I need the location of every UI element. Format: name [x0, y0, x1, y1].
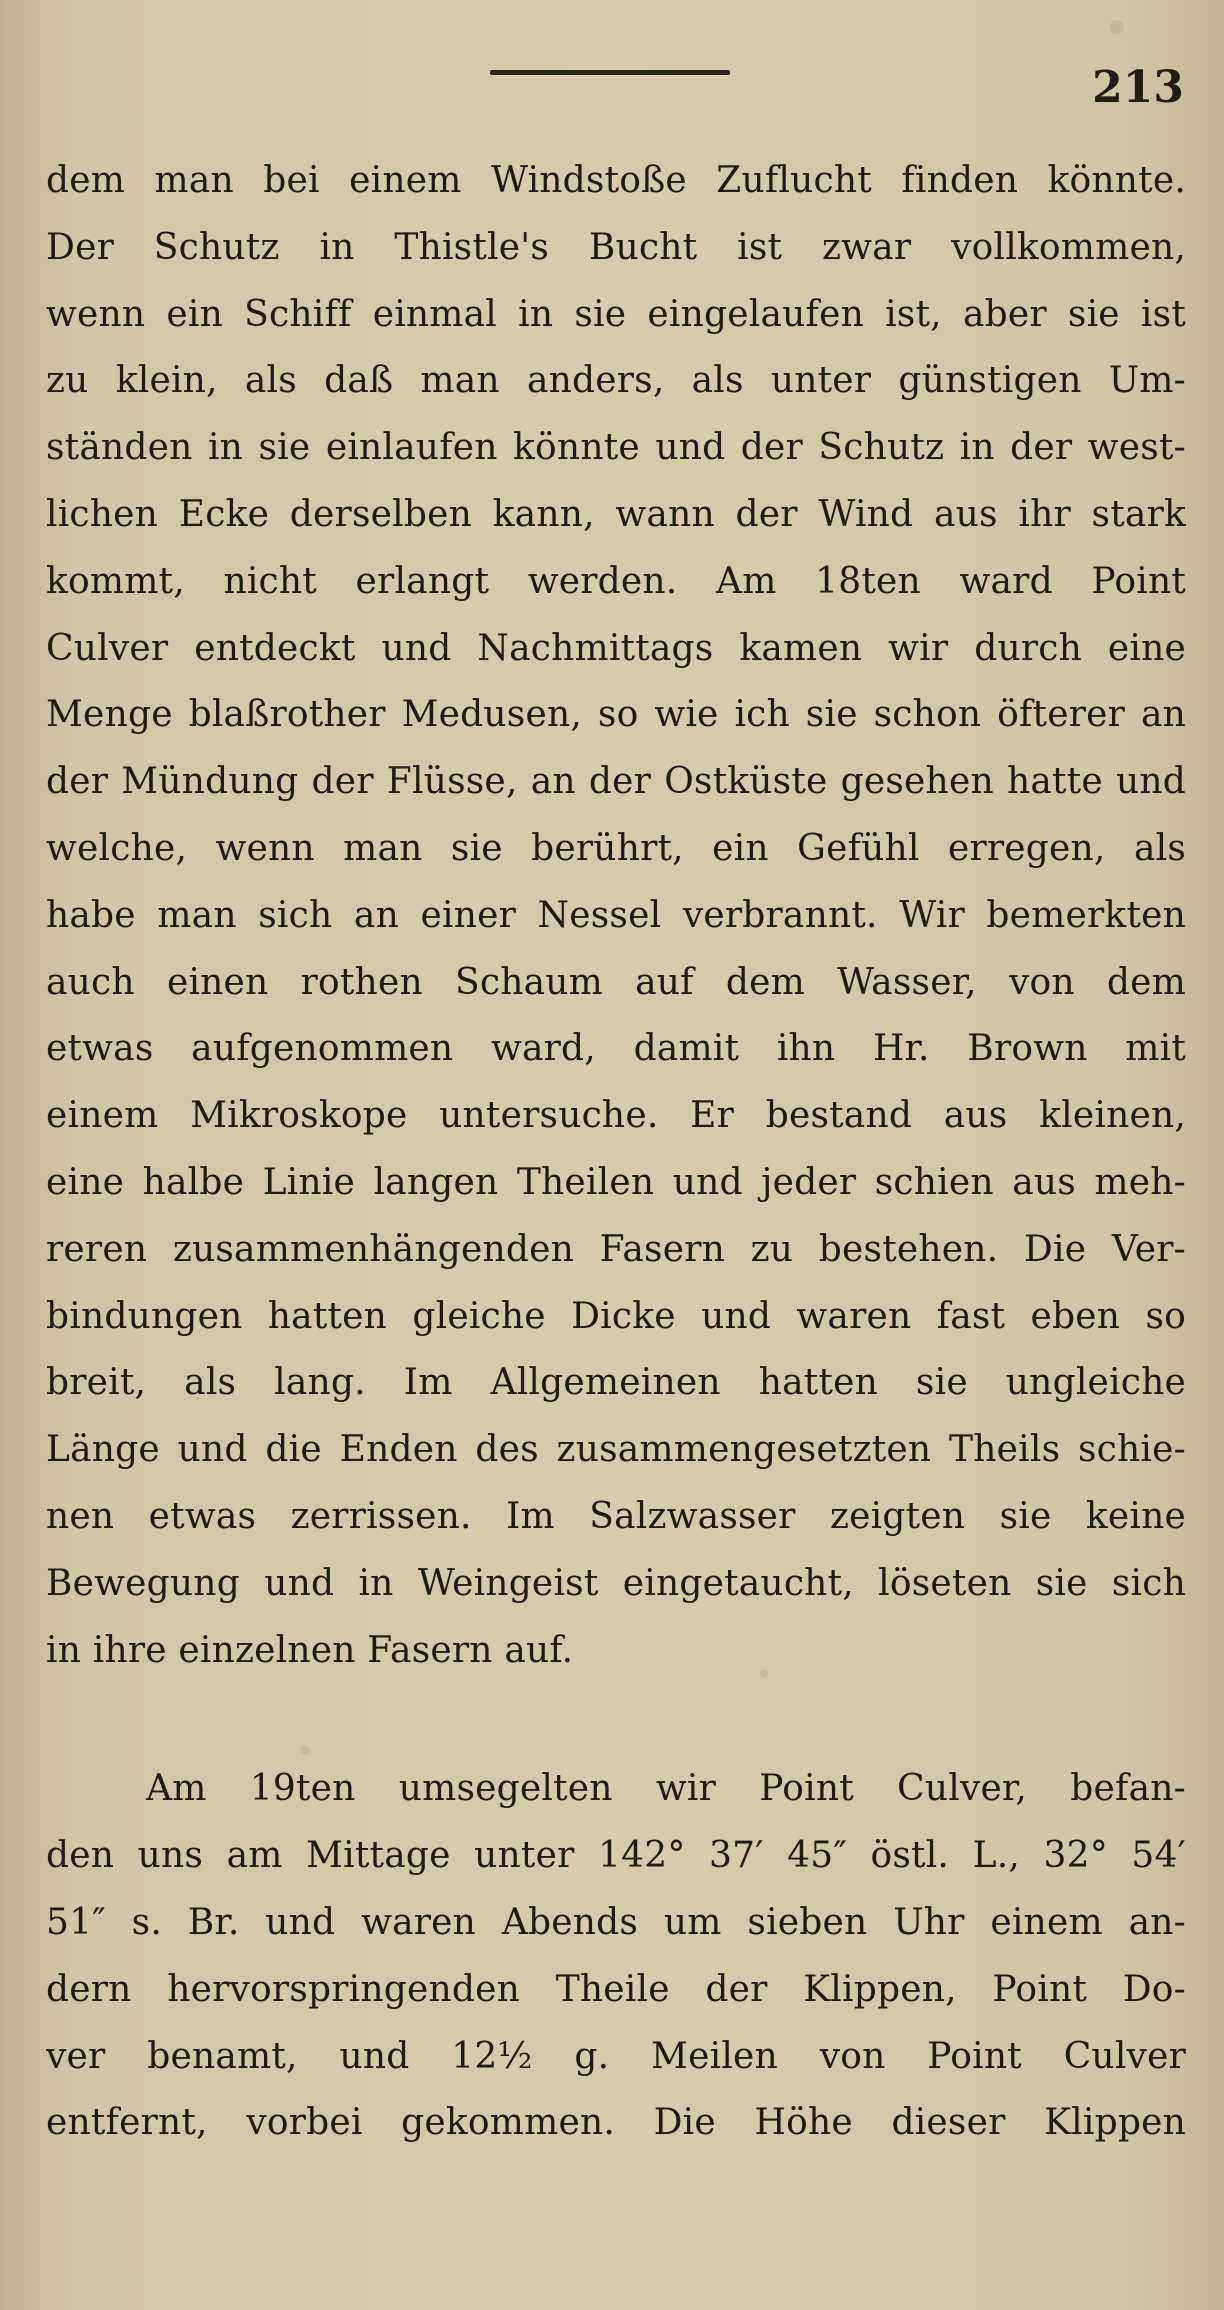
text-line: dem man bei einem Windstoße Zuflucht finden könnte.: [46, 160, 1186, 201]
text-line: Bewegung und in Weingeist eingetaucht, löseten sie sich: [46, 1562, 1186, 1604]
text-line: wenn ein Schiff einmal in sie eingelaufen ist, aber sie ist: [46, 293, 1186, 335]
paragraph-2: [46, 1756, 1186, 2157]
text-line: nen etwas zerrissen. Im Salzwasser zeigten sie keine: [46, 1495, 1186, 1537]
text-line: entfernt, vorbei gekommen. Die Höhe dieser Klippen: [46, 2102, 1186, 2144]
text-line: welche, wenn man sie berührt, ein Gefühl erregen, als: [46, 827, 1186, 869]
header-rule: [490, 70, 730, 75]
text-line: lichen Ecke derselben kann, wann der Wind aus ihr stark: [46, 493, 1186, 535]
text-line: Am 19ten umsegelten wir Point Culver, befan-: [146, 1768, 1186, 1810]
text-line: der Mündung der Flüsse, an der Ostküste gesehen hatte und: [46, 761, 1186, 803]
text-line: ständen in sie einlaufen könnte und der Schutz in der west-: [46, 427, 1186, 469]
text-line: Menge blaßrother Medusen, so wie ich sie schon öfterer an: [46, 694, 1186, 736]
text-line: einem Mikroskope untersuche. Er bestand aus kleinen,: [46, 1095, 1186, 1137]
text-line: 51″ s. Br. und waren Abends um sieben Uhr einem an-: [46, 1901, 1186, 1943]
text-line: ver benamt, und 12½ g. Meilen von Point Culver: [46, 2035, 1186, 2077]
text-line: Der Schutz in Thistle's Bucht ist zwar vollkommen,: [46, 226, 1186, 268]
text-line: den uns am Mittage unter 142° 37′ 45″ östl. L., 32° 54′: [46, 1835, 1186, 1877]
text-line: kommt, nicht erlangt werden. Am 18ten ward Point: [46, 560, 1186, 602]
text-line: auch einen rothen Schaum auf dem Wasser, von dem: [46, 961, 1186, 1003]
paragraph-1: [46, 148, 1186, 1684]
text-line: Culver entdeckt und Nachmittags kamen wir durch eine: [46, 627, 1186, 669]
text-line: etwas aufgenommen ward, damit ihn Hr. Brown mit: [46, 1028, 1186, 1070]
text-line: breit, als lang. Im Allgemeinen hatten sie ungleiche: [46, 1362, 1186, 1404]
text-line: Länge und die Enden des zusammengesetzten Theils schie-: [46, 1429, 1186, 1471]
text-line: eine halbe Linie langen Theilen und jeder schien aus meh-: [46, 1161, 1186, 1203]
paragraph-gap: [46, 1684, 1186, 1756]
page-number: 213: [1092, 62, 1184, 113]
text-line: habe man sich an einer Nessel verbrannt. Wir bemerkten: [46, 894, 1186, 936]
text-line: in ihre einzelnen Fasern auf.: [46, 1629, 574, 1671]
text-line: dern hervorspringenden Theile der Klippen, Point Do-: [46, 1968, 1186, 2010]
text-line: bindungen hatten gleiche Dicke und waren fast eben so: [46, 1295, 1186, 1337]
text-line: zu klein, als daß man anders, als unter günstigen Um-: [46, 360, 1186, 402]
text-line: reren zusammenhängenden Fasern zu bestehen. Die Ver-: [46, 1228, 1186, 1270]
text-body: [46, 148, 1186, 2157]
